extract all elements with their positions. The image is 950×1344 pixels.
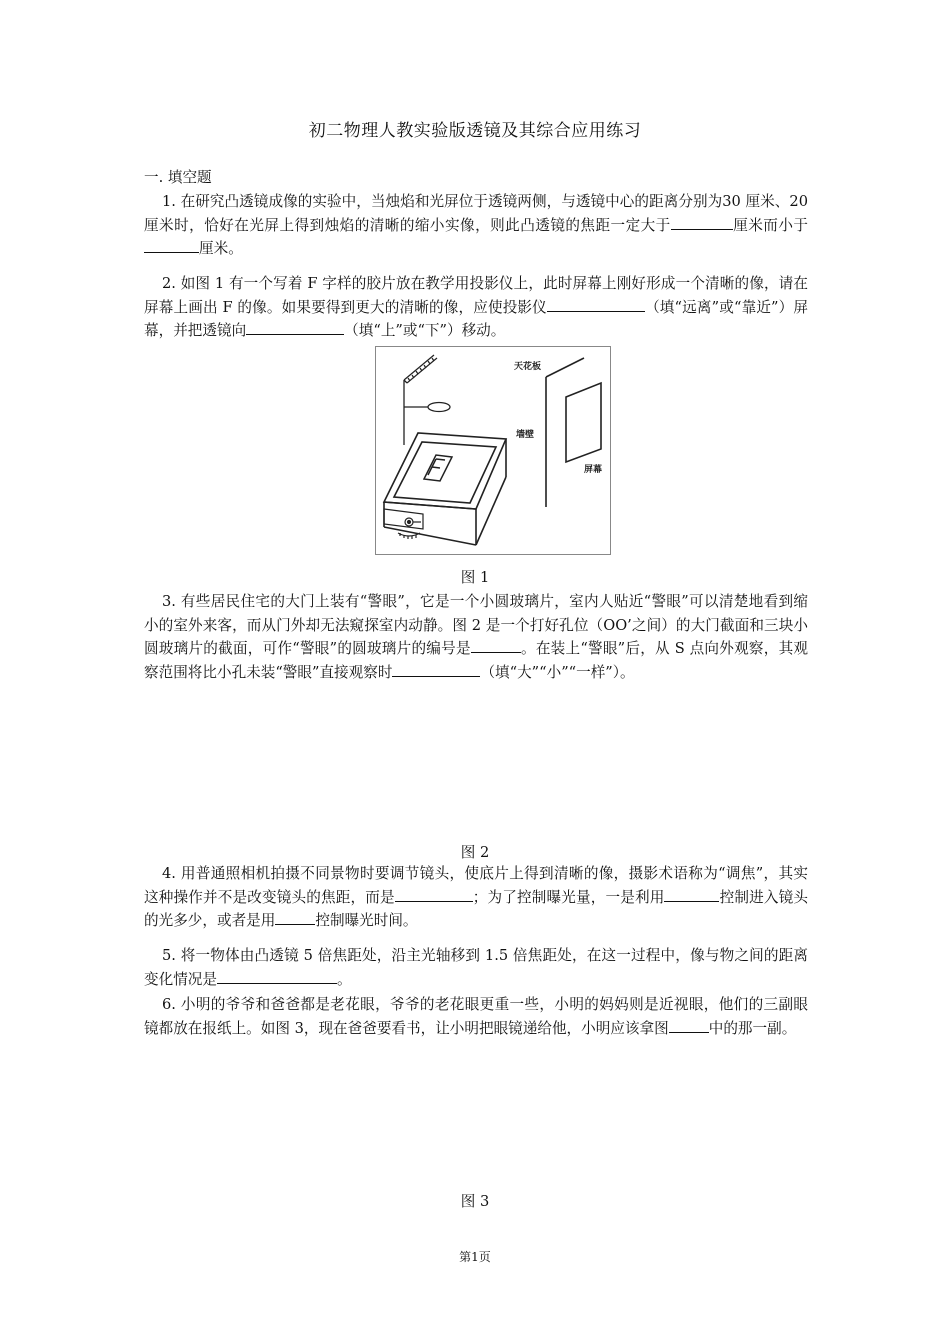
q3-text-b: 。在装上“警眼”后，从 S 点向外观察，其观察范围将比小孔未装“警眼”直接观察时 bbox=[144, 640, 808, 681]
q5-text-a: 5. 将一物体由凸透镜 5 倍焦距处，沿主光轴移到 1.5 倍焦距处，在这一过程中，像与物之间的距离变化情况是 bbox=[144, 947, 808, 988]
q4-text-b: ；为了控制曝光量，一是利用 bbox=[472, 888, 665, 906]
q4-blank-1[interactable] bbox=[395, 886, 473, 902]
q2-text-b: （填“远离”或“靠近”）屏幕，并把透镜向 bbox=[144, 298, 808, 339]
q4-blank-2[interactable] bbox=[664, 886, 719, 902]
wall-corner bbox=[546, 358, 584, 507]
page-title: 初二物理人教实验版透镜及其综合应用练习 bbox=[308, 121, 642, 141]
figure-1-projector bbox=[375, 346, 611, 555]
q5-text-b: 。 bbox=[336, 970, 352, 988]
section-heading: 一. 填空题 bbox=[144, 169, 212, 186]
question-1 bbox=[144, 190, 808, 261]
question-3 bbox=[144, 590, 808, 684]
q1-text-c: 厘米。 bbox=[199, 240, 243, 257]
stand-pole bbox=[404, 380, 407, 445]
question-6 bbox=[144, 993, 808, 1040]
q1-blank-2[interactable] bbox=[144, 237, 199, 253]
label-screen: 屏幕 bbox=[584, 465, 603, 475]
q1-blank-1[interactable] bbox=[671, 214, 733, 230]
q1-text-b: 厘米而小于 bbox=[732, 216, 808, 234]
label-wall: 墙壁 bbox=[516, 430, 535, 440]
figure-3-caption: 图 3 bbox=[460, 1193, 490, 1210]
film-f-letter bbox=[424, 455, 452, 481]
question-5 bbox=[144, 944, 808, 991]
q4-blank-3[interactable] bbox=[275, 909, 315, 925]
q6-text-a: 6. 小明的爷爷和爸爸都是老花眼，爷爷的老花眼更重一些，小明的妈妈则是近视眼，他们的三副眼镜都放在报纸上。如图 3，现在爸爸要看书，让小明把眼镜递给他，小明应该拿图 bbox=[144, 996, 808, 1037]
mirror-icon bbox=[404, 355, 437, 383]
q2-text-a: 2. 如图 1 有一个写着 F 字样的胶片放在教学用投影仪上，此时屏幕上刚好形成一个清晰的像，请在屏幕上画出 F 的像。如果要得到更大的清晰的像，应使投影仪 bbox=[144, 275, 808, 316]
figure-1-caption: 图 1 bbox=[460, 569, 490, 586]
q2-blank-2[interactable] bbox=[246, 319, 344, 335]
question-4 bbox=[144, 862, 808, 933]
q3-blank-1[interactable] bbox=[471, 637, 521, 653]
q4-text-a: 4. 用普通照相机拍摄不同景物时要调节镜头，使底片上得到清晰的像，摄影术语称为“调焦”，其实这种操作并不是改变镜头的焦距，而是 bbox=[144, 865, 808, 906]
lens-icon bbox=[404, 403, 450, 412]
q5-blank-1[interactable] bbox=[217, 968, 337, 984]
projector-diagram bbox=[376, 347, 610, 554]
q3-text-a: 3. 有些居民住宅的大门上装有“警眼”，它是一个小圆玻璃片，室内人贴近“警眼”可以清楚地看到缩小的室外来客，而从门外却无法窥探室内动静。图 2 是一个打好孔位（OO’之间）的大门截面和三块小圆玻璃片的截面，可作“警眼”的圆玻璃片的编号是 bbox=[144, 593, 808, 657]
page-number: 第1页 bbox=[459, 1250, 491, 1264]
question-2 bbox=[144, 272, 808, 343]
projector-box bbox=[384, 433, 506, 545]
q4-text-c: 控制进入镜头的光多少，或者是用 bbox=[144, 888, 808, 929]
q2-text-c: （填“上”或“下”）移动。 bbox=[344, 322, 506, 339]
q3-blank-2[interactable] bbox=[392, 661, 480, 677]
q4-text-d: 控制曝光时间。 bbox=[315, 912, 418, 929]
screen-icon bbox=[566, 383, 601, 462]
q3-text-c: （填“大”“小”“一样”）。 bbox=[480, 663, 635, 681]
q6-text-b: 中的那一副。 bbox=[708, 1019, 797, 1037]
q1-text-a: 1. 在研究凸透镜成像的实验中，当烛焰和光屏位于透镜两侧，与透镜中心的距离分别为30 厘米、20 厘米时，恰好在光屏上得到烛焰的清晰的缩小实像，则此凸透镜的焦距一定大于 bbox=[144, 193, 808, 234]
q2-blank-1[interactable] bbox=[547, 296, 645, 312]
figure-2-caption: 图 2 bbox=[460, 844, 490, 861]
label-ceiling: 天花板 bbox=[514, 362, 542, 372]
q6-blank-1[interactable] bbox=[669, 1017, 709, 1033]
